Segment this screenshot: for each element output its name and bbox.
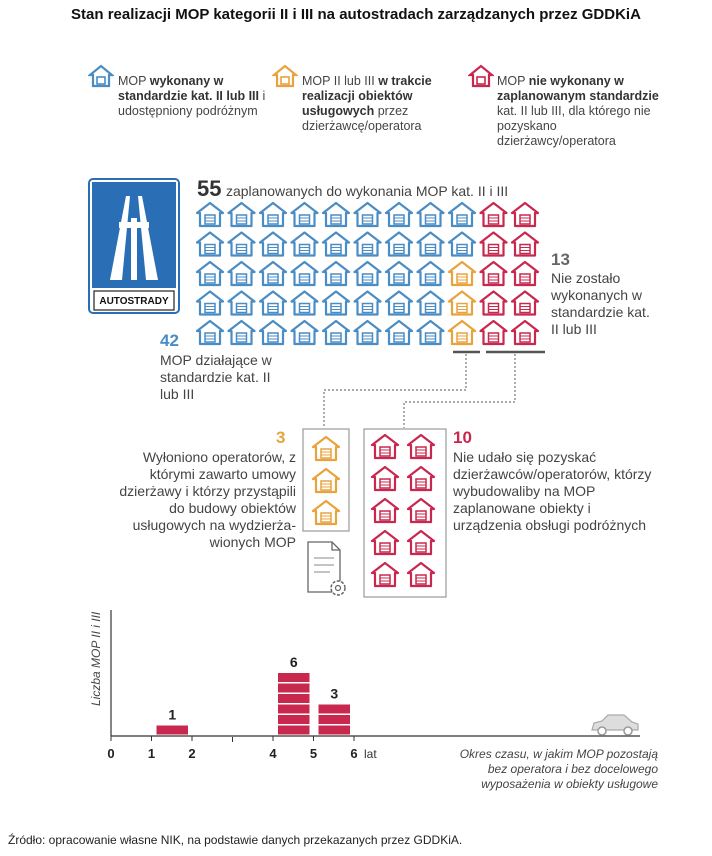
legend-item-built: MOP wykonany w standardzie kat. II lub III i udostępniony podróżnym <box>118 74 266 118</box>
mop-house <box>355 262 381 285</box>
bar-segment <box>157 726 189 735</box>
bar-value-label: 1 <box>168 706 177 723</box>
mop-house <box>197 233 223 256</box>
no-operator-house <box>408 499 434 522</box>
x-tick-label: 2 <box>188 746 196 761</box>
bar-segment <box>278 705 310 714</box>
operator-house <box>313 437 339 460</box>
planned-number: 55 <box>197 176 222 201</box>
mop-house <box>260 292 286 315</box>
bar-segment <box>319 726 351 735</box>
legend-item-not-built: MOP nie wykonany w zaplanowanym standardzie kat. II lub III, dla którego nie pozyskano dzierżawcy/operatora <box>497 74 659 148</box>
not-built-text: Nie zostało wykonanych w standardzie kat. II lub III <box>551 270 650 337</box>
mop-house <box>512 233 538 256</box>
mop-house <box>481 262 507 285</box>
x-tick-label: 0 <box>107 746 115 761</box>
no-operator-house <box>372 435 398 458</box>
x-unit-label: lat <box>364 747 377 761</box>
mop-house <box>260 233 286 256</box>
mop-house <box>449 292 475 315</box>
source-note: Źródło: opracowanie własne NIK, na podstawie danych przekazanych przez GDDKiA. <box>8 833 463 847</box>
x-tick-label: 4 <box>269 746 277 761</box>
bar <box>278 654 310 735</box>
planned-text: zaplanowanych do wykonania MOP kat. II i III <box>225 183 509 199</box>
car-icon <box>592 715 638 735</box>
mop-house <box>292 292 318 315</box>
legend-item-in-progress: MOP II lub III w trakcie realizacji obiektów usługowych przez dzierżawcę/operatora <box>302 74 432 133</box>
bar-value-label: 6 <box>289 654 298 670</box>
no-operator-house <box>372 499 398 522</box>
mop-house <box>386 203 412 226</box>
sign-label: AUTOSTRADY <box>99 296 169 307</box>
mop-house <box>355 203 381 226</box>
mop-house <box>229 233 255 256</box>
bar-segment <box>278 684 310 693</box>
operators-box <box>302 428 350 532</box>
mop-house <box>481 292 507 315</box>
operators-text: Wyłoniono operatorów, z którymi zawarto umowy dzierżawy i którzy przystąpili do budowy obiektów usługowych na wydzierża-wionych MOP <box>119 449 296 550</box>
mop-house <box>355 233 381 256</box>
mop-house <box>229 292 255 315</box>
mop-house <box>481 233 507 256</box>
mop-house <box>512 292 538 315</box>
x-tick-label: 5 <box>309 746 318 761</box>
document-gear-icon <box>302 538 350 600</box>
legend-house-orange-icon <box>272 64 298 88</box>
page-title: Stan realizacji MOP kategorii II i III na autostradach zarządzanych przez GDDKiA <box>71 6 641 23</box>
connector-lines <box>300 340 560 440</box>
operators-number: 3 <box>276 428 286 447</box>
mop-house <box>197 262 223 285</box>
mop-house <box>260 262 286 285</box>
mop-house <box>292 262 318 285</box>
bar-segment <box>319 705 351 714</box>
mop-house <box>449 262 475 285</box>
operator-house <box>313 501 339 524</box>
no-operator-house <box>372 563 398 586</box>
mop-house <box>481 203 507 226</box>
mop-house <box>386 292 412 315</box>
mop-house <box>386 262 412 285</box>
mop-house <box>449 203 475 226</box>
mop-house <box>323 262 349 285</box>
planned-header <box>197 176 508 202</box>
no-operator-house <box>408 531 434 554</box>
mop-house <box>260 321 286 344</box>
built-text: MOP działające w standardzie kat. II lub III <box>160 352 272 402</box>
no-operators-text: Nie udało się pozyskać dzierżawców/operatorów, którzy wybudowaliby na MOP zaplanowane obiekty i urządzenia obsługi podróżnych <box>453 449 652 533</box>
bar <box>157 707 189 735</box>
mop-house <box>418 292 444 315</box>
no-operator-house <box>408 563 434 586</box>
mop-house-grid <box>194 200 544 360</box>
mop-house <box>323 233 349 256</box>
no-operator-house <box>408 467 434 490</box>
mop-house <box>197 321 223 344</box>
mop-house <box>197 292 223 315</box>
chart-xlabel: Okres czasu, w jakim MOP pozostają bez operatora i bez docelowego wyposażenia w obiekty usługowe <box>459 747 658 791</box>
mop-house <box>260 203 286 226</box>
mop-house <box>323 203 349 226</box>
mop-house <box>418 233 444 256</box>
bar-segment <box>278 715 310 724</box>
mop-house <box>512 203 538 226</box>
x-tick-label: 1 <box>147 746 156 761</box>
mop-house <box>355 292 381 315</box>
bar-segment <box>278 694 310 703</box>
bar-segment <box>319 715 351 724</box>
mop-house <box>229 321 255 344</box>
mop-house <box>323 292 349 315</box>
bar-segment <box>278 673 310 682</box>
mop-house <box>512 262 538 285</box>
mop-house <box>292 203 318 226</box>
mop-house <box>418 262 444 285</box>
no-operator-house <box>408 435 434 458</box>
built-number: 42 <box>160 331 179 350</box>
mop-house <box>418 203 444 226</box>
operator-house <box>313 469 339 492</box>
x-tick-label: 6 <box>350 746 358 761</box>
mop-house <box>229 203 255 226</box>
mop-house <box>197 203 223 226</box>
legend-house-red-icon <box>468 64 494 88</box>
mop-house <box>229 262 255 285</box>
no-operators-box <box>363 428 447 598</box>
motorway-sign-icon <box>88 178 180 314</box>
mop-house <box>292 233 318 256</box>
no-operators-number: 10 <box>453 428 472 447</box>
not-built-number: 13 <box>551 250 570 269</box>
no-operator-house <box>372 531 398 554</box>
chart-ylabel: Liczba MOP II i III <box>89 611 103 706</box>
bar <box>319 686 351 735</box>
mop-house <box>449 233 475 256</box>
mop-house <box>386 233 412 256</box>
bar-segment <box>278 726 310 735</box>
no-operator-house <box>372 467 398 490</box>
bar-value-label: 3 <box>330 685 339 702</box>
legend-house-blue-icon <box>88 64 114 88</box>
